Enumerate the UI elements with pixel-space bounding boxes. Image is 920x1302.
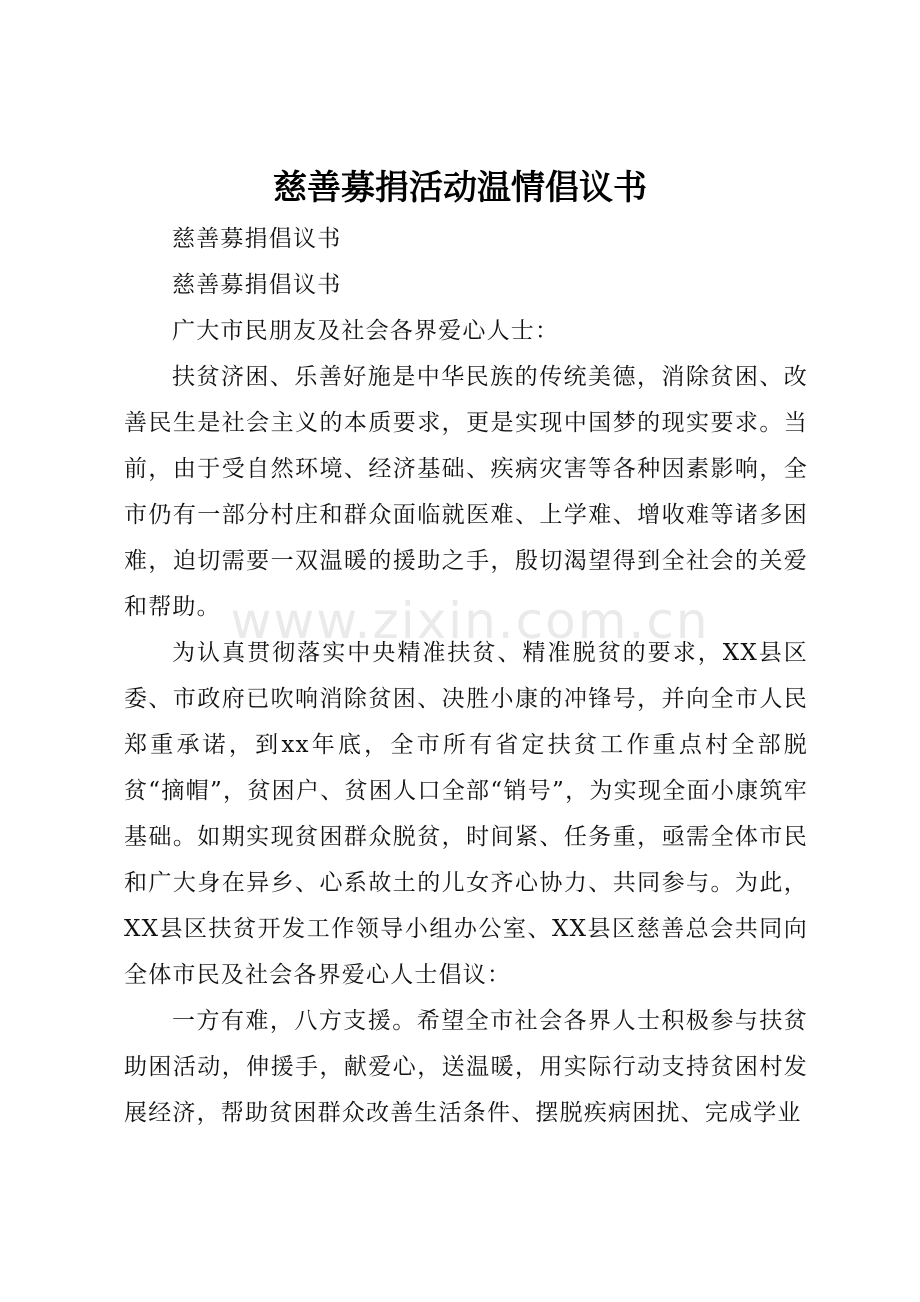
watermark: www.zixin.com.cn <box>230 592 710 650</box>
paragraph-subtitle-1: 慈善募捐倡议书 <box>172 226 342 252</box>
paragraph-body-2: 为认真贯彻落实中央精准扶贫、精准脱贫的要求，XX县区委、市政府已吹响消除贫困、决胜小康的冲锋号，并向全市人民郑重承诺，到xx年底，全市所有省定扶贫工作重点村全部脱贫“摘帽”，贫困户、贫困人口全部“销号”，为实现全面小康筑牢基础。如期实现贫困群众脱贫，时间紧、任务重，亟需全体市民和广大身在异乡、心系故土的儿女齐心协力、共同参与。为此，XX县区扶贫开发工作领导小组办公室、XX县区慈善总会共同向全体市民及社会各界爱心人士倡议： <box>124 640 808 988</box>
paragraph-body-3: 一方有难，八方支援。希望全市社会各界人士积极参与扶贫助困活动，伸援手，献爱心，送温暖，用实际行动支持贫困村发展经济，帮助贫困群众改善生活条件、摆脱疾病困扰、完成学业 <box>124 1008 808 1126</box>
paragraph-body-1: 扶贫济困、乐善好施是中华民族的传统美德，消除贫困、改善民生是社会主义的本质要求，更是实现中国梦的现实要求。当前，由于受自然环境、经济基础、疾病灾害等各种因素影响，全市仍有一部分村庄和群众面临就医难、上学难、增收难等诸多困难，迫切需要一双温暖的援助之手，殷切渴望得到全社会的关爱和帮助。 <box>124 364 808 620</box>
paragraph-subtitle-2: 慈善募捐倡议书 <box>172 272 342 298</box>
document-body <box>124 216 808 1136</box>
paragraph-salutation: 广大市民朋友及社会各界爱心人士： <box>172 318 560 344</box>
document-title: 慈善募捐活动温情倡议书 <box>273 168 647 208</box>
